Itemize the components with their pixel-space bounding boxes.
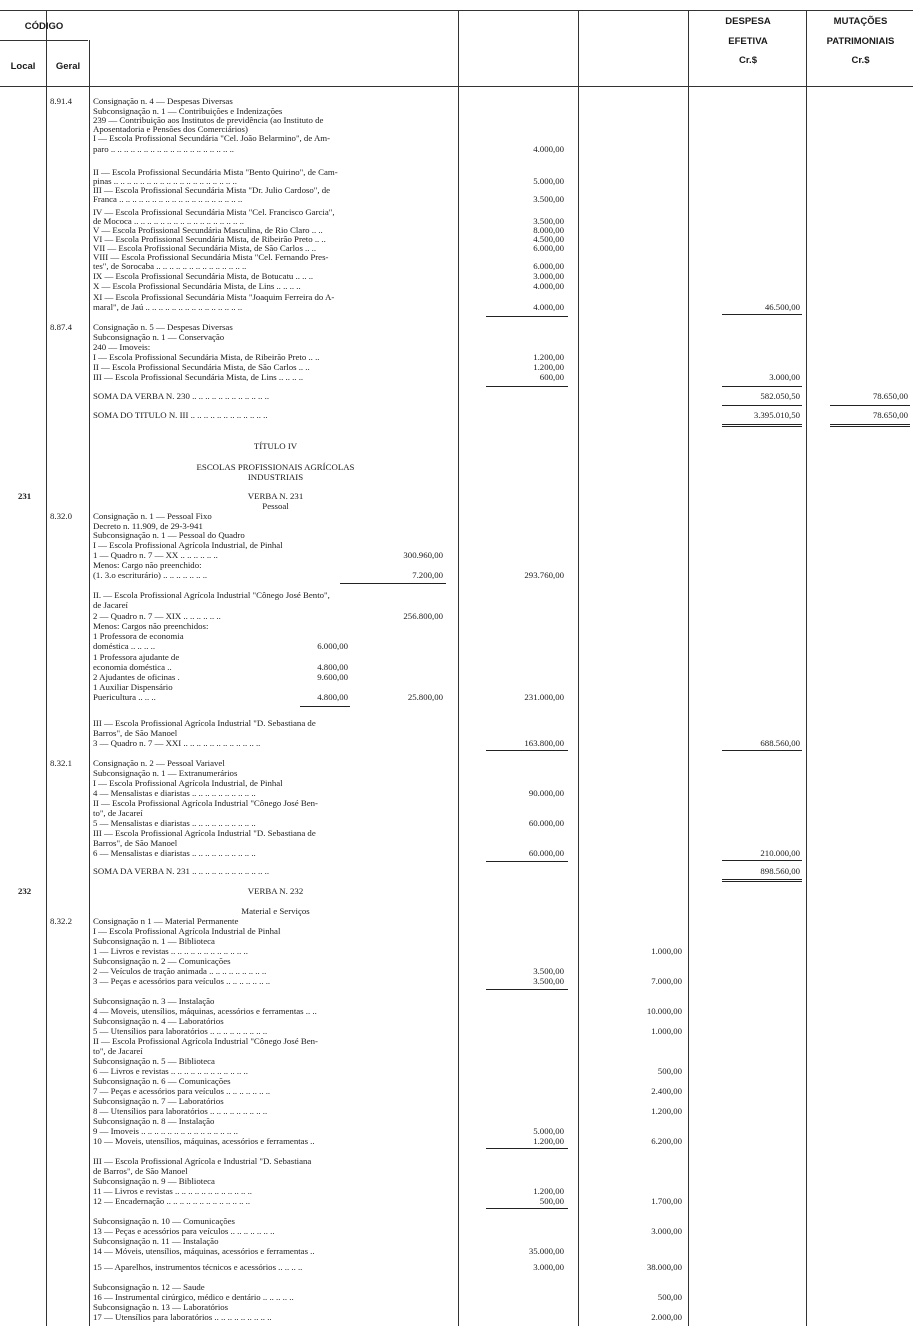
row-text: 239 — Contribuição aos Institutos de previdência (ao Instituto de (93, 115, 324, 125)
value-col-1: 6.000,00 (533, 243, 564, 253)
table-row (0, 1196, 913, 1207)
geral-code: 8.91.4 (50, 96, 72, 106)
value-col-1: 4.000,00 (533, 144, 564, 154)
row-text: de Mococa .. .. .. .. .. .. .. .. .. .. .. .. .. .. .. .. .. (93, 216, 244, 226)
value-col-1: 3.500,00 (533, 216, 564, 226)
total-rule (300, 706, 350, 707)
row-text: 1 Professora de economia (93, 631, 184, 641)
value-col-1: 3.000,00 (533, 271, 564, 281)
total-rule (486, 861, 568, 862)
row-text: II — Escola Profissional Secundária Mista "Bento Quirino", de Cam- (93, 167, 338, 177)
row-text: I — Escola Profissional Secundária Mista, de Ribeirão Preto .. .. (93, 352, 320, 362)
value-col-1: 600,00 (539, 372, 564, 382)
header-cr-mutacoes: Cr.$ (851, 55, 870, 66)
table-row (0, 848, 913, 859)
row-text: Subconsignação n. 7 — Laboratórios (93, 1096, 224, 1106)
table-row (0, 1246, 913, 1257)
value-col-1: 3.000,00 (533, 1262, 564, 1272)
row-text: Consignação n. 5 — Despesas Diversas (93, 322, 233, 332)
value-col-1: 60.000,00 (528, 818, 564, 828)
row-text: 9 — Imoveis .. .. .. .. .. .. .. .. .. .. .. .. .. .. .. (93, 1126, 238, 1136)
row-text: X — Escola Profissional Secundária Mista, de Lins .. .. .. .. (93, 281, 301, 291)
header-despesa: DESPESA (725, 16, 771, 27)
table-row (0, 1312, 913, 1323)
value-col-2: 1.200,00 (651, 1106, 682, 1116)
row-text: 1 Professora ajudante de (93, 652, 180, 662)
row-text: 3 — Peças e acessórios para veículos .. .. .. .. .. .. .. (93, 976, 271, 986)
row-text: III — Escola Profissional Agrícola Industrial "D. Sebastiana de (93, 718, 316, 728)
total-rule (486, 1208, 568, 1209)
row-text: IX — Escola Profissional Secundária Mista, de Botucatu .. .. .. (93, 271, 314, 281)
value-col-1: 6.000,00 (533, 261, 564, 271)
total-rule (486, 316, 568, 317)
value-col-1: 3.500,00 (533, 966, 564, 976)
row-text: SOMA DA VERBA N. 231 .. .. .. .. .. .. .. .. .. .. .. .. (93, 866, 270, 876)
value-col-2: 500,00 (657, 1066, 682, 1076)
row-text: Consignação n 1 — Material Permanente (93, 916, 239, 926)
table-row (0, 1136, 913, 1147)
despesa-value: 3.000,00 (769, 372, 800, 382)
header-cr-despesa: Cr.$ (739, 55, 757, 66)
despesa-value: 898.560,00 (760, 866, 800, 876)
header-mutacoes: MUTAÇÕES (833, 16, 888, 27)
row-text: 10 — Moveis, utensílios, máquinas, acessórios e ferramentas .. (93, 1136, 315, 1146)
table-row (0, 302, 913, 313)
row-text: INDUSTRIAIS (247, 472, 304, 482)
table-row (0, 692, 913, 703)
row-text: IV — Escola Profissional Secundária Mista "Cel. Francisco Garcia", (93, 207, 335, 217)
value-col-1: 60.000,00 (528, 848, 564, 858)
row-text: 5 — Utensílios para laboratórios .. .. .. .. .. .. .. .. .. (93, 1026, 268, 1036)
row-text: VIII — Escola Profissional Secundária Mista "Cel. Fernando Pres- (93, 252, 329, 262)
value-col-1: 35.000,00 (528, 1246, 564, 1256)
row-text: I — Escola Profissional Secundária "Cel. João Belarmino", de Am- (93, 133, 331, 143)
value-col-1: 5.000,00 (533, 1126, 564, 1136)
geral-code: 8.32.0 (50, 511, 72, 521)
total-rule (722, 424, 802, 427)
row-text: Menos: Cargos não preenchidos: (93, 621, 209, 631)
row-text: XI — Escola Profissional Secundária Mista "Joaquim Ferreira do A- (93, 292, 335, 302)
row-text: Consignação n. 1 — Pessoal Fixo (93, 511, 212, 521)
row-text: 2 Ajudantes de oficinas . (93, 672, 180, 682)
subtotal: 25.800,00 (407, 692, 443, 702)
value-col-2: 3.000,00 (651, 1226, 682, 1236)
row-text: 1 Auxiliar Dispensário (93, 682, 173, 692)
row-text: VERBA N. 232 (247, 886, 304, 896)
row-text: Subconsignação n. 6 — Comunicações (93, 1076, 231, 1086)
row-text: Subconsignação n. 1 — Extranumerários (93, 768, 238, 778)
table-row (0, 600, 913, 611)
table-row (0, 144, 913, 155)
value-col-1: 231.000,00 (524, 692, 564, 702)
table-row (0, 641, 913, 652)
value-col-2: 6.200,00 (651, 1136, 682, 1146)
row-text: tes", de Sorocaba .. .. .. .. .. .. .. .. .. .. .. .. .. .. (93, 261, 247, 271)
value-col-1: 163.800,00 (524, 738, 564, 748)
row-text: 240 — Imoveis: (93, 342, 151, 352)
row-text: to", de Jacareí (93, 1046, 143, 1056)
row-text: de Barros", de São Manoel (93, 1166, 188, 1176)
value-col-1: 3.500,00 (533, 194, 564, 204)
row-text: 7 — Peças e acessórios para veículos .. .. .. .. .. .. .. (93, 1086, 271, 1096)
row-text: 6 — Mensalistas e diaristas .. .. .. .. .. .. .. .. .. .. (93, 848, 256, 858)
row-text: VI — Escola Profissional Secundária Mista, de Ribeirão Preto .. .. (93, 234, 326, 244)
row-text: 2 — Quadro n. 7 — XIX .. .. .. .. .. .. (93, 611, 221, 621)
row-text: Subconsignação n. 4 — Laboratórios (93, 1016, 224, 1026)
row-text: II — Escola Profissional Agrícola Industrial "Cônego José Ben- (93, 798, 318, 808)
row-text: Subconsignação n. 11 — Instalação (93, 1236, 219, 1246)
row-text: 6 — Livros e revistas .. .. .. .. .. .. .. .. .. .. .. .. (93, 1066, 248, 1076)
row-text: to", de Jacareí (93, 808, 143, 818)
value-col-1: 4.000,00 (533, 302, 564, 312)
table-row (0, 372, 913, 383)
row-text: III — Escola Profissional Agrícola e Industrial "D. Sebastiana (93, 1156, 312, 1166)
row-text: Subconsignação n. 2 — Comunicações (93, 956, 231, 966)
row-text: Subconsignação n. 9 — Biblioteca (93, 1176, 215, 1186)
row-text: 2 — Veículos de tração animada .. .. .. .. .. .. .. .. .. (93, 966, 267, 976)
subtotal: 300.960,00 (403, 550, 443, 560)
row-text: 14 — Móveis, utensílios, máquinas, acessórios e ferramentas .. (93, 1246, 315, 1256)
total-rule (340, 583, 446, 584)
value-col-2: 7.000,00 (651, 976, 682, 986)
row-text: Subconsignação n. 1 — Contribuições e Indenizações (93, 106, 283, 116)
row-text: Subconsignação n. 1 — Biblioteca (93, 936, 215, 946)
total-rule (722, 879, 802, 882)
row-text: de Jacareí (93, 600, 128, 610)
header-bottom-rule (0, 86, 913, 87)
local-code: 231 (18, 491, 32, 501)
row-text: 4 — Moveis, utensílios, máquinas, acessórios e ferramentas .. .. (93, 1006, 317, 1016)
despesa-value: 3.395.010,50 (753, 410, 800, 420)
total-rule (486, 989, 568, 990)
row-text: V — Escola Profissional Secundária Masculina, de Rio Claro .. .. (93, 225, 323, 235)
row-text: ESCOLAS PROFISSIONAIS AGRÍCOLAS (196, 462, 355, 472)
header-patrimoniais: PATRIMONIAIS (826, 36, 895, 47)
row-text: Consignação n. 4 — Despesas Diversas (93, 96, 233, 106)
value-col-1: 4.500,00 (533, 234, 564, 244)
table-row (0, 391, 913, 402)
value-col-2: 1.000,00 (651, 1026, 682, 1036)
row-text: Subconsignação n. 13 — Laboratórios (93, 1302, 229, 1312)
codigo-sub-rule (0, 40, 88, 41)
row-text: Subconsignação n. 10 — Comunicações (93, 1216, 235, 1226)
table-row (0, 738, 913, 749)
row-text: Subconsignação n. 8 — Instalação (93, 1116, 215, 1126)
subtotal: 256.800,00 (403, 611, 443, 621)
table-row (0, 866, 913, 877)
value-col-2: 500,00 (657, 1292, 682, 1302)
value-col-2: 1.000,00 (651, 946, 682, 956)
row-text: Material e Serviços (241, 906, 310, 916)
total-rule (486, 750, 568, 751)
subvalue: 6.000,00 (317, 641, 348, 651)
row-text: 16 — Instrumental cirúrgico, médico e dentário .. .. .. .. .. (93, 1292, 294, 1302)
row-text: SOMA DA VERBA N. 230 .. .. .. .. .. .. .. .. .. .. .. .. (93, 391, 270, 401)
row-text: Barros", de São Manoel (93, 838, 178, 848)
total-rule (722, 314, 802, 315)
row-text: Decreto n. 11.909, de 29-3-941 (93, 521, 203, 531)
geral-code: 8.32.1 (50, 758, 72, 768)
row-text: 1 — Quadro n. 7 — XX .. .. .. .. .. .. (93, 550, 218, 560)
row-text: 4 — Mensalistas e diaristas .. .. .. .. .. .. .. .. .. .. (93, 788, 256, 798)
table-row (0, 133, 913, 144)
row-text: Consignação n. 2 — Pessoal Variavel (93, 758, 225, 768)
row-text: III — Escola Profissional Agrícola Industrial "D. Sebastiana de (93, 828, 316, 838)
header-geral: Geral (55, 61, 81, 72)
row-text: II — Escola Profissional Secundária Mista, de São Carlos .. .. (93, 362, 310, 372)
row-text: II — Escola Profissional Agrícola Industrial "Cônego José Ben- (93, 1036, 318, 1046)
row-text: Subconsignação n. 3 — Instalação (93, 996, 215, 1006)
row-text: Subconsignação n. 5 — Biblioteca (93, 1056, 215, 1066)
header-local: Local (10, 61, 36, 72)
row-text: 1 — Livros e revistas .. .. .. .. .. .. .. .. .. .. .. .. (93, 946, 248, 956)
total-rule (830, 405, 910, 406)
subvalue: 9.600,00 (317, 672, 348, 682)
row-text: Pessoal (262, 501, 289, 511)
total-rule (722, 405, 802, 406)
total-rule (486, 386, 568, 387)
despesa-value: 688.560,00 (760, 738, 800, 748)
row-text: 15 — Aparelhos, instrumentos técnicos e acessórios .. .. .. .. (93, 1262, 303, 1272)
value-col-2: 2.400,00 (651, 1086, 682, 1096)
value-col-1: 3.500,00 (533, 976, 564, 986)
value-col-2: 1.700,00 (651, 1196, 682, 1206)
geral-code: 8.87.4 (50, 322, 72, 332)
value-col-1: 293.760,00 (524, 570, 564, 580)
row-text: TÍTULO IV (253, 441, 298, 451)
table-row (0, 281, 913, 292)
value-col-1: 500,00 (539, 1196, 564, 1206)
row-text: doméstica .. .. .. .. (93, 641, 156, 651)
row-text: maral", de Jaú .. .. .. .. .. .. .. .. .. .. .. .. .. .. .. (93, 302, 243, 312)
header-efetiva: EFETIVA (728, 36, 768, 47)
row-text: Barros", de São Manoel (93, 728, 178, 738)
row-text: 8 — Utensílios para laboratórios .. .. .. .. .. .. .. .. .. (93, 1106, 268, 1116)
total-rule (722, 386, 802, 387)
top-rule (0, 10, 913, 11)
value-col-1: 5.000,00 (533, 176, 564, 186)
value-col-1: 1.200,00 (533, 1186, 564, 1196)
row-text: paro .. .. .. .. .. .. .. .. .. .. .. .. .. .. .. .. .. .. .. (93, 144, 234, 154)
table-row (0, 886, 913, 897)
table-row (0, 194, 913, 205)
row-text: VII — Escola Profissional Secundária Mista, de São Carlos .. .. (93, 243, 317, 253)
row-text: I — Escola Profissional Agrícola Industrial, de Pinhal (93, 778, 283, 788)
table-row (0, 1262, 913, 1273)
row-text: 3 — Quadro n. 7 — XXI .. .. .. .. .. .. .. .. .. .. .. .. (93, 738, 261, 748)
value-col-2: 38.000,00 (646, 1262, 682, 1272)
row-text: 5 — Mensalistas e diaristas .. .. .. .. .. .. .. .. .. .. (93, 818, 256, 828)
table-row (0, 441, 913, 452)
subvalue: 4.800,00 (317, 662, 348, 672)
row-text: Puericultura .. .. .. (93, 692, 156, 702)
row-text: I — Escola Profissional Agrícola Industrial, de Pinhal (93, 540, 283, 550)
row-text: III — Escola Profissional Secundária Mista "Dr. Julio Cardoso", de (93, 185, 331, 195)
row-text: III — Escola Profissional Secundária Mista, de Lins .. .. .. .. (93, 372, 304, 382)
row-text: 11 — Livros e revistas .. .. .. .. .. .. .. .. .. .. .. .. (93, 1186, 252, 1196)
row-text: VERBA N. 231 (247, 491, 304, 501)
local-code: 232 (18, 886, 32, 896)
row-text: Franca .. .. .. .. .. .. .. .. .. .. .. .. .. .. .. .. .. .. .. (93, 194, 243, 204)
subtotal: 7.200,00 (412, 570, 443, 580)
row-text: Subconsignação n. 12 — Saude (93, 1282, 205, 1292)
row-text: I — Escola Profissional Agrícola Industrial de Pinhal (93, 926, 281, 936)
row-text: Subconsignação n. 1 — Pessoal do Quadro (93, 530, 245, 540)
value-col-2: 2.000,00 (651, 1312, 682, 1322)
table-row (0, 410, 913, 421)
despesa-value: 582.050,50 (760, 391, 800, 401)
subvalue: 4.800,00 (317, 692, 348, 702)
value-col-1: 8.000,00 (533, 225, 564, 235)
value-col-2: 10.000,00 (646, 1006, 682, 1016)
row-text: II. — Escola Profissional Agrícola Industrial "Cônego José Bento", (93, 590, 330, 600)
total-rule (830, 424, 910, 427)
value-col-1: 1.200,00 (533, 352, 564, 362)
row-text: Menos: Cargo não preenchido: (93, 560, 202, 570)
row-text: pinas .. .. .. .. .. .. .. .. .. .. .. .. .. .. .. .. .. .. .. (93, 176, 237, 186)
geral-code: 8.32.2 (50, 916, 72, 926)
row-text: SOMA DO TITULO N. III .. .. .. .. .. .. .. .. .. .. .. .. (93, 410, 268, 420)
table-row (0, 570, 913, 581)
row-text: (1. 3.o escriturário) .. .. .. .. .. .. .. (93, 570, 208, 580)
despesa-value: 210.000,00 (760, 848, 800, 858)
value-col-1: 1.200,00 (533, 362, 564, 372)
row-text: 12 — Encadernação .. .. .. .. .. .. .. .. .. .. .. .. .. (93, 1196, 251, 1206)
row-text: 17 — Utensílios para laboratórios .. .. .. .. .. .. .. .. .. (93, 1312, 272, 1322)
value-col-1: 4.000,00 (533, 281, 564, 291)
total-rule (722, 860, 802, 861)
mutacoes-value: 78.650,00 (872, 391, 908, 401)
despesa-value: 46.500,00 (764, 302, 800, 312)
total-rule (486, 1148, 568, 1149)
row-text: economia doméstica .. (93, 662, 172, 672)
row-text: 13 — Peças e acessórios para veículos .. .. .. .. .. .. .. (93, 1226, 275, 1236)
row-text: Subconsignação n. 1 — Conservação (93, 332, 225, 342)
row-text: Aposentadoria e Pensões dos Comerciários) (93, 124, 248, 134)
header-codigo: CÓDIGO (24, 21, 64, 32)
value-col-1: 90.000,00 (528, 788, 564, 798)
mutacoes-value: 78.650,00 (872, 410, 908, 420)
total-rule (722, 750, 802, 751)
table-row (0, 472, 913, 483)
table-row (0, 976, 913, 987)
value-col-1: 1.200,00 (533, 1136, 564, 1146)
